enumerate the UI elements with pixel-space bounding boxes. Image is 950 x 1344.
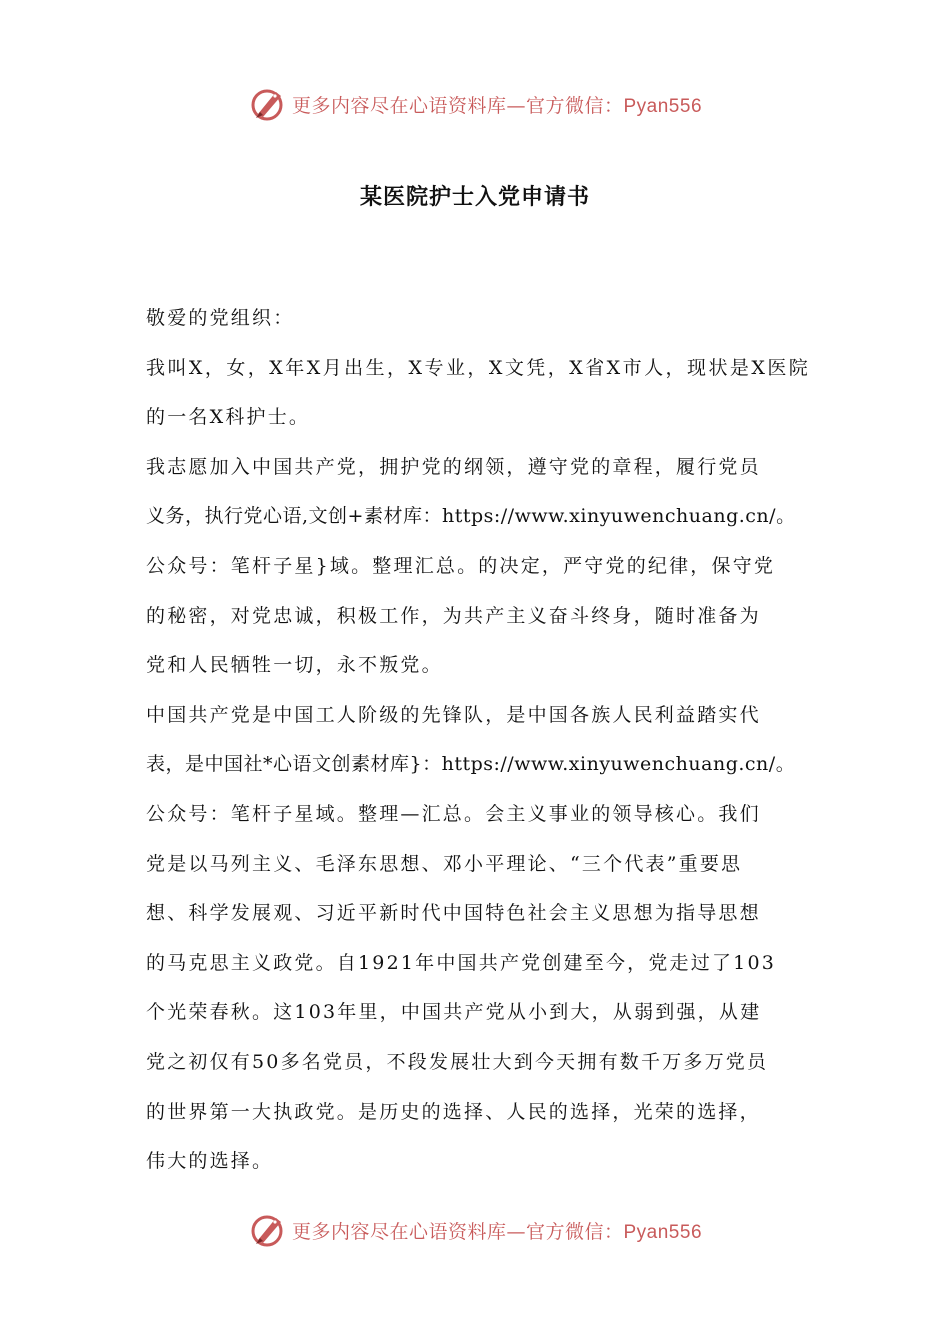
paragraph-line: 我志愿加入中国共产党，拥护党的纲领，遵守党的章程，履行党员 (146, 455, 761, 478)
document-title: 某医院护士入党申请书 (359, 184, 590, 210)
banner-text: 更多内容尽在心语资料库—官方微信：Pyan556 (291, 1220, 703, 1243)
paragraph-line: 的世界第一大执政党。是历史的选择、人民的选择，光荣的选择， (146, 1100, 761, 1123)
wechat-id: Pyan556 (623, 95, 703, 117)
banner-text: 更多内容尽在心语资料库—官方微信：Pyan556 (291, 94, 703, 117)
paragraph-1: 我叫X，女，X年X月出生，X专业，X文凭，X省X市人，现状是X医院的一名X科护士。 (146, 356, 810, 429)
footer-banner (0, 1208, 950, 1252)
paragraph-line: 党之初仅有50多名党员，不段发展壮大到今天拥有数千万多万党员 (146, 1050, 769, 1073)
paragraph-line: 义务，执行党心语,文创+素材库：https://www.xinyuwenchuang.cn/。 (146, 505, 796, 528)
paragraph-line: 表，是中国社*心语文创素材库}：https://www.xinyuwenchuang.cn/。 (146, 753, 796, 776)
pen-nib-logo-icon (248, 84, 288, 124)
paragraph-line: 伟大的选择。 (146, 1150, 274, 1173)
paragraph-3 (146, 691, 810, 1187)
paragraph-line: 公众号：笔杆子星}域。整理汇总。的决定，严守党的纪律，保守党 (146, 554, 776, 577)
paragraph-line: 的马克思主义政党。自1921年中国共产党创建至今，党走过了103 (146, 951, 777, 974)
pen-nib-logo-icon (248, 1210, 288, 1250)
paragraph-line: 中国共产党是中国工人阶级的先锋队，是中国各族人民利益踏实代 (146, 703, 761, 726)
paragraph-line: 公众号：笔杆子星域。整理—汇总。会主义事业的领导核心。我们 (146, 802, 761, 825)
paragraph-line: 想、科学发展观、习近平新时代中国特色社会主义思想为指导思想 (146, 902, 761, 925)
paragraph-line: 党是以马列主义、毛泽东思想、邓小平理论、“三个代表”重要思 (146, 852, 743, 875)
wechat-id: Pyan556 (623, 1221, 703, 1243)
paragraph-line: 的秘密，对党忠诚，积极工作，为共产主义奋斗终身，随时准备为 (146, 604, 761, 627)
paragraph-2 (146, 443, 810, 691)
salutation: 敬爱的党组织： (146, 307, 295, 329)
document-body (146, 294, 810, 1187)
header-banner (0, 82, 950, 126)
paragraph-line: 个光荣春秋。这103年里，中国共产党从小到大，从弱到强，从建 (146, 1001, 762, 1024)
paragraph-line: 党和人民牺牲一切，永不叛党。 (146, 654, 443, 677)
